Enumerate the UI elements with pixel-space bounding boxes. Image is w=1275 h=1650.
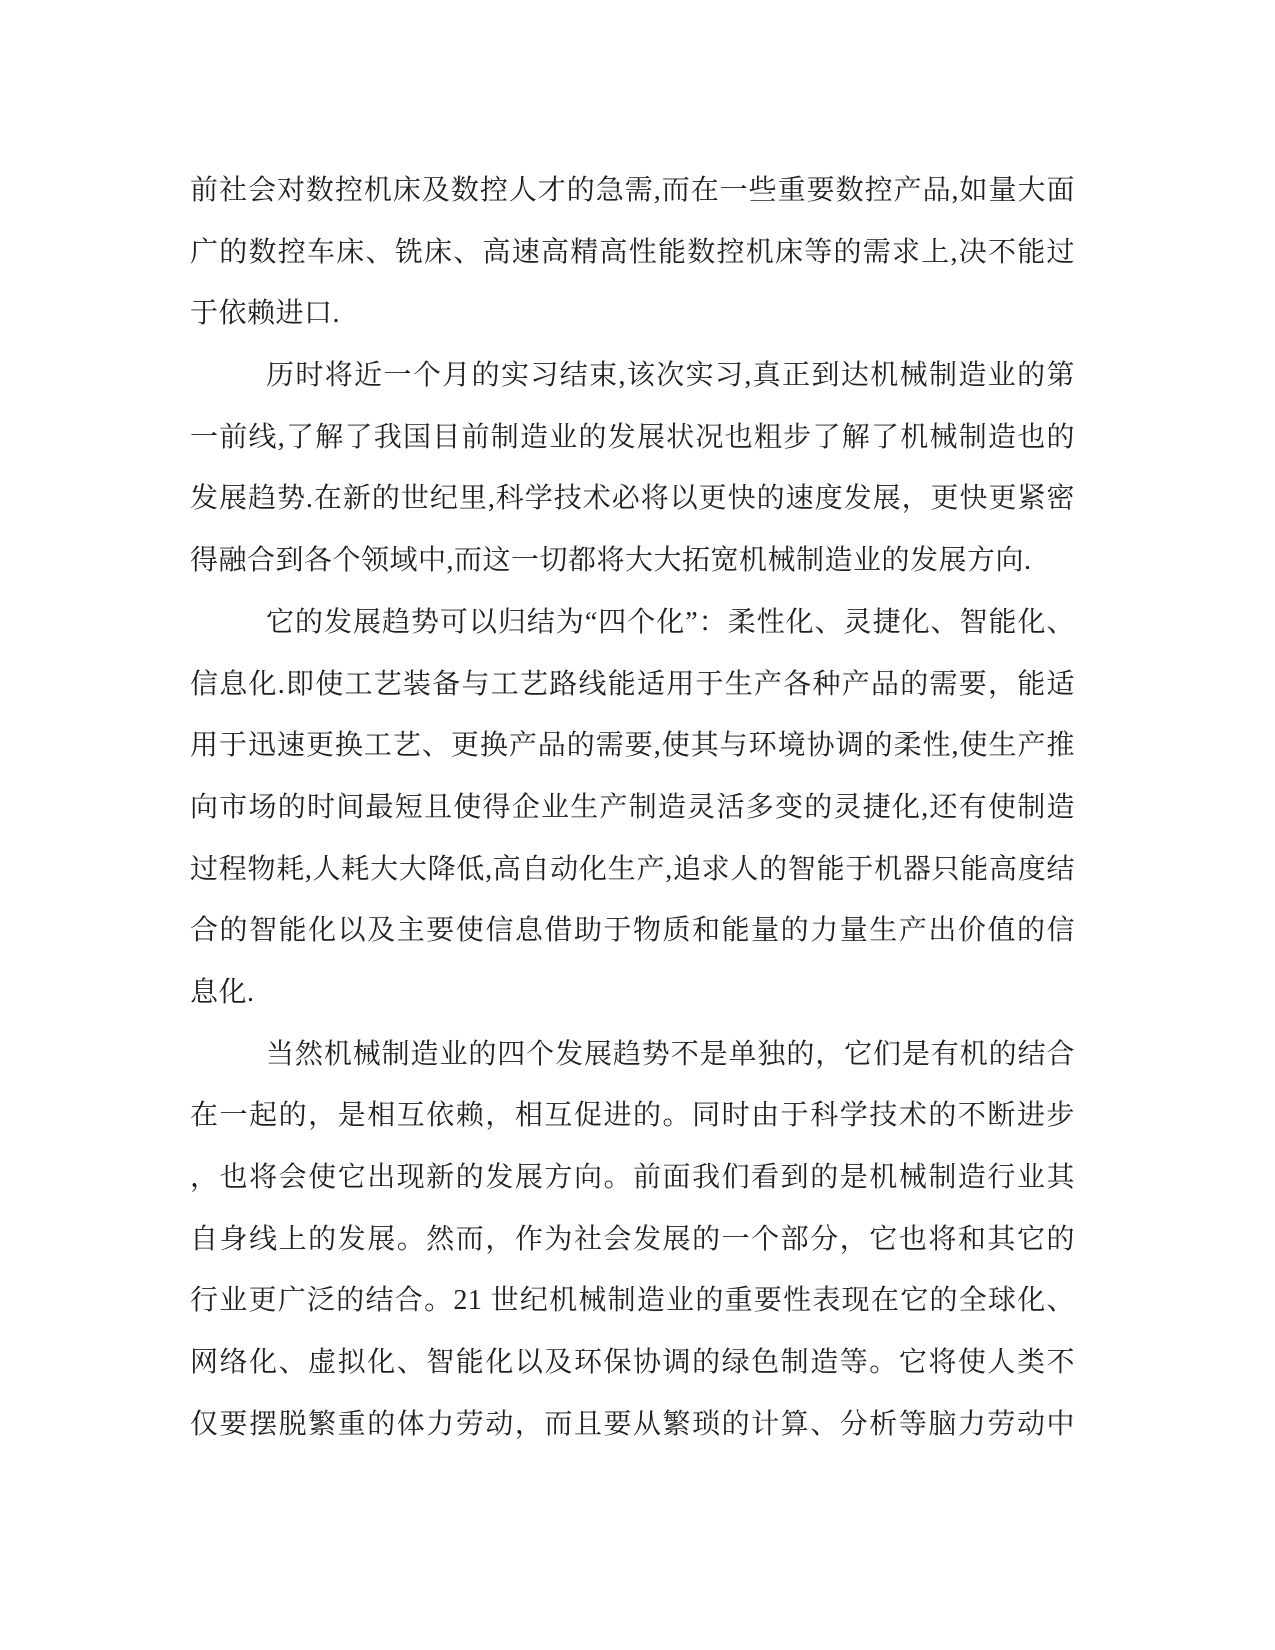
text-line: 发展趋势.在新的世纪里,科学技术必将以更快的速度发展，更快更紧密 <box>190 483 1075 515</box>
text-line: 当然机械制造业的四个发展趋势不是单独的，它们是有机的结合 <box>266 1038 1075 1070</box>
text-line: 合的智能化以及主要使信息借助于物质和能量的力量生产出价值的信 <box>190 915 1075 947</box>
text-line: 仅要摆脱繁重的体力劳动，而且要从繁琐的计算、分析等脑力劳动中 <box>190 1408 1075 1440</box>
text-line: 历时将近一个月的实习结束,该次实习,真正到达机械制造业的第 <box>266 360 1075 392</box>
text-line: 在一起的，是相互依赖，相互促进的。同时由于科学技术的不断进步 <box>190 1100 1075 1132</box>
text-line: 自身线上的发展。然而，作为社会发展的一个部分，它也将和其它的 <box>190 1223 1075 1255</box>
text-line: 信息化.即使工艺装备与工艺路线能适用于生产各种产品的需要，能适 <box>190 668 1075 700</box>
text-line: 得融合到各个领域中,而这一切都将大大拓宽机械制造业的发展方向. <box>190 545 1032 577</box>
text-line: 用于迅速更换工艺、更换产品的需要,使其与环境协调的柔性,使生产推 <box>190 730 1075 762</box>
text-line: 行业更广泛的结合。21 世纪机械制造业的重要性表现在它的全球化、 <box>190 1285 1075 1317</box>
document-text <box>190 160 1075 1455</box>
text-line: ，也将会使它出现新的发展方向。前面我们看到的是机械制造行业其 <box>190 1162 1075 1193</box>
text-line: 前社会对数控机床及数控人才的急需,而在一些重要数控产品,如量大面 <box>190 175 1075 206</box>
text-line: 它的发展趋势可以归结为“四个化”：柔性化、灵捷化、智能化、 <box>266 606 1075 638</box>
text-line: 过程物耗,人耗大大降低,高自动化生产,追求人的智能于机器只能高度结 <box>190 853 1075 885</box>
text-line: 广的数控车床、铣床、高速高精高性能数控机床等的需求上,决不能过 <box>190 236 1075 268</box>
text-line: 网络化、虚拟化、智能化以及环保协调的绿色制造等。它将使人类不 <box>190 1347 1075 1379</box>
text-line: 息化. <box>190 976 255 1008</box>
text-line: 一前线,了解了我国目前制造业的发展状况也粗步了解了机械制造也的 <box>190 421 1075 453</box>
text-line: 于依赖进口. <box>190 298 341 330</box>
text-line: 向市场的时间最短且使得企业生产制造灵活多变的灵捷化,还有使制造 <box>190 791 1075 823</box>
